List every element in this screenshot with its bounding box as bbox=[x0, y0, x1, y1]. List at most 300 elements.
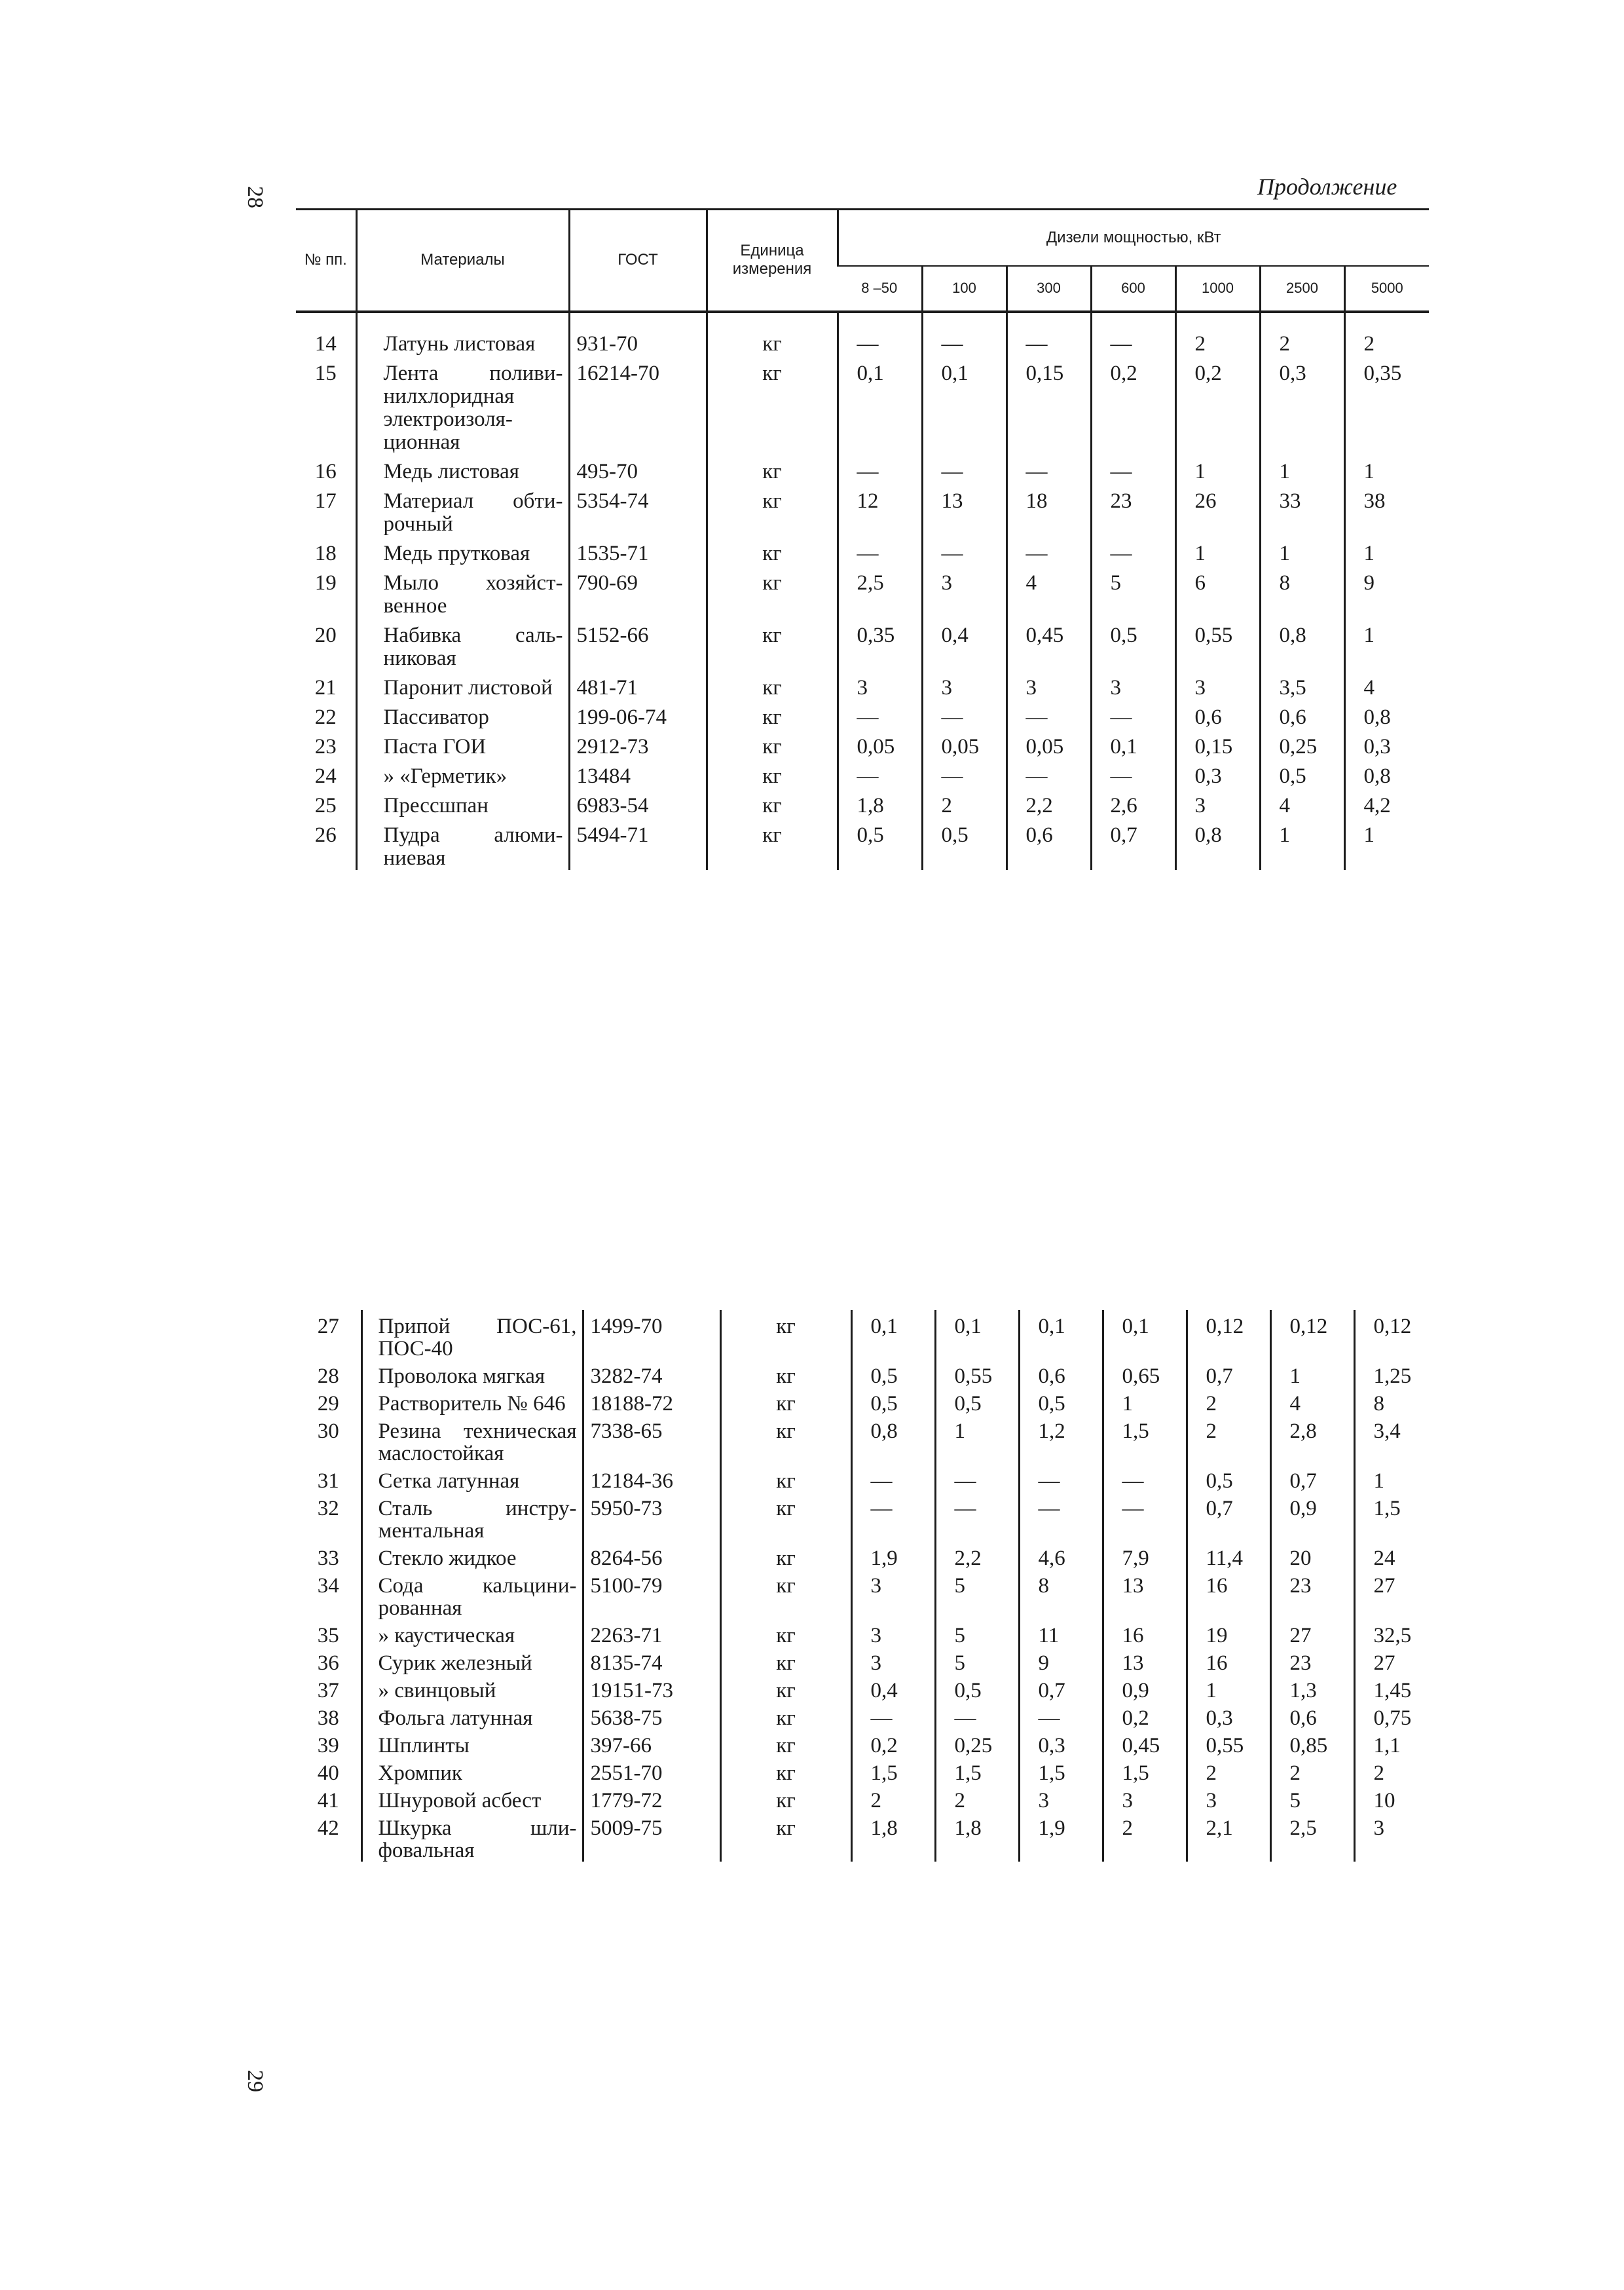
value-cell: 3,5 bbox=[1260, 670, 1344, 700]
value-cell: 13 bbox=[1103, 1647, 1187, 1674]
value-cell: 2 bbox=[851, 1784, 935, 1812]
unit-cell: кг bbox=[707, 565, 838, 618]
table-row bbox=[296, 1569, 1442, 1619]
value-cell: — bbox=[922, 759, 1006, 788]
material-name: Шнуровой асбест bbox=[361, 1784, 583, 1812]
value-cell: 0,6 bbox=[1270, 1702, 1354, 1729]
value-cell: — bbox=[838, 454, 922, 483]
value-cell: 0,45 bbox=[1103, 1729, 1187, 1757]
value-cell: 0,25 bbox=[935, 1729, 1019, 1757]
value-cell: 3 bbox=[1019, 1784, 1103, 1812]
value-cell: 2,8 bbox=[1270, 1415, 1354, 1465]
table-row bbox=[296, 454, 1429, 483]
value-cell: 3 bbox=[1175, 670, 1260, 700]
row-number: 20 bbox=[314, 623, 337, 647]
value-cell: 0,2 bbox=[1103, 1702, 1187, 1729]
value-cell: 11,4 bbox=[1187, 1542, 1270, 1569]
value-cell: 1,5 bbox=[1019, 1757, 1103, 1784]
value-cell: 0,55 bbox=[1187, 1729, 1270, 1757]
header-number: № пп. bbox=[296, 210, 356, 312]
value-cell: 5 bbox=[935, 1619, 1019, 1647]
unit-cell: кг bbox=[720, 1729, 851, 1757]
header-gost: ГОСТ bbox=[569, 210, 707, 312]
value-cell: 3 bbox=[851, 1569, 935, 1619]
value-cell: 1 bbox=[1260, 536, 1344, 565]
material-name: Стекло жидкое bbox=[361, 1542, 583, 1569]
table-row bbox=[296, 1784, 1442, 1812]
table-row bbox=[296, 788, 1429, 817]
value-cell: 1,8 bbox=[935, 1812, 1019, 1862]
value-cell: 8 bbox=[1019, 1569, 1103, 1619]
material-name: Лента поливинилхлоридная электроизоляционная bbox=[356, 356, 569, 454]
header-power: 1000 bbox=[1175, 266, 1260, 312]
table-row bbox=[296, 1812, 1442, 1862]
unit-cell: кг bbox=[720, 1647, 851, 1674]
value-cell: 1 bbox=[935, 1415, 1019, 1465]
table-row bbox=[296, 1387, 1442, 1415]
row-number: 16 bbox=[314, 459, 337, 483]
value-cell: 5 bbox=[1270, 1784, 1354, 1812]
row-number: 40 bbox=[317, 1761, 339, 1785]
value-cell: 2 bbox=[1187, 1387, 1270, 1415]
value-cell: 0,65 bbox=[1103, 1360, 1187, 1387]
value-cell: 3 bbox=[1187, 1784, 1270, 1812]
gost-code: 5950-73 bbox=[583, 1492, 720, 1542]
row-number: 30 bbox=[317, 1419, 339, 1443]
header-material: Материалы bbox=[356, 210, 569, 312]
material-name: Шкурка шлифовальная bbox=[361, 1812, 583, 1862]
value-cell: 0,1 bbox=[1091, 729, 1175, 759]
unit-cell: кг bbox=[707, 536, 838, 565]
unit-cell: кг bbox=[720, 1360, 851, 1387]
value-cell: 1,5 bbox=[1103, 1415, 1187, 1465]
gost-code: 1779-72 bbox=[583, 1784, 720, 1812]
value-cell: 3 bbox=[851, 1647, 935, 1674]
value-cell: 0,7 bbox=[1019, 1674, 1103, 1702]
value-cell: 0,5 bbox=[851, 1387, 935, 1415]
value-cell: — bbox=[922, 536, 1006, 565]
value-cell: 2 bbox=[1344, 312, 1429, 356]
value-cell: 16 bbox=[1103, 1619, 1187, 1647]
value-cell: — bbox=[851, 1492, 935, 1542]
table-row bbox=[296, 700, 1429, 729]
value-cell: 9 bbox=[1344, 565, 1429, 618]
value-cell: 2 bbox=[1103, 1812, 1187, 1862]
row-number: 36 bbox=[317, 1651, 339, 1675]
unit-cell: кг bbox=[720, 1674, 851, 1702]
unit-cell: кг bbox=[720, 1492, 851, 1542]
row-number: 25 bbox=[314, 793, 337, 817]
material-name: Сурик железный bbox=[361, 1647, 583, 1674]
material-name: Мыло хозяйственное bbox=[356, 565, 569, 618]
table-row bbox=[296, 1619, 1442, 1647]
value-cell: 1,8 bbox=[838, 788, 922, 817]
value-cell: 16 bbox=[1187, 1647, 1270, 1674]
value-cell: 4 bbox=[1270, 1387, 1354, 1415]
value-cell: 4 bbox=[1344, 670, 1429, 700]
value-cell: — bbox=[1019, 1492, 1103, 1542]
table-row bbox=[296, 729, 1429, 759]
materials-table-top bbox=[296, 208, 1429, 870]
value-cell: 0,5 bbox=[922, 817, 1006, 870]
value-cell: 18 bbox=[1006, 483, 1091, 536]
value-cell: — bbox=[1103, 1492, 1187, 1542]
value-cell: 0,85 bbox=[1270, 1729, 1354, 1757]
value-cell: — bbox=[1006, 312, 1091, 356]
value-cell: 0,45 bbox=[1006, 618, 1091, 670]
table-row bbox=[296, 312, 1429, 356]
header-power: 100 bbox=[922, 266, 1006, 312]
gost-code: 1499-70 bbox=[583, 1310, 720, 1360]
unit-cell: кг bbox=[720, 1702, 851, 1729]
material-name: Хромпик bbox=[361, 1757, 583, 1784]
material-name: » свинцовый bbox=[361, 1674, 583, 1702]
table-row bbox=[296, 1360, 1442, 1387]
value-cell: 0,3 bbox=[1187, 1702, 1270, 1729]
value-cell: 1,45 bbox=[1354, 1674, 1442, 1702]
value-cell: 1,5 bbox=[935, 1757, 1019, 1784]
value-cell: 2 bbox=[1354, 1757, 1442, 1784]
value-cell: 0,5 bbox=[1187, 1465, 1270, 1492]
row-number: 17 bbox=[314, 489, 337, 513]
gost-code: 2263-71 bbox=[583, 1619, 720, 1647]
value-cell: 0,7 bbox=[1187, 1492, 1270, 1542]
header-power: 300 bbox=[1006, 266, 1091, 312]
value-cell: 8 bbox=[1354, 1387, 1442, 1415]
unit-cell: кг bbox=[707, 729, 838, 759]
row-number: 37 bbox=[317, 1679, 339, 1702]
value-cell: 0,12 bbox=[1187, 1310, 1270, 1360]
value-cell: 0,2 bbox=[851, 1729, 935, 1757]
value-cell: 3 bbox=[922, 565, 1006, 618]
material-name: Пассиватор bbox=[356, 700, 569, 729]
value-cell: — bbox=[1006, 759, 1091, 788]
value-cell: 2,2 bbox=[1006, 788, 1091, 817]
value-cell: 2 bbox=[1270, 1757, 1354, 1784]
gost-code: 6983-54 bbox=[569, 788, 707, 817]
row-number: 34 bbox=[317, 1574, 339, 1598]
value-cell: — bbox=[935, 1465, 1019, 1492]
table-row bbox=[296, 1729, 1442, 1757]
value-cell: 1,25 bbox=[1354, 1360, 1442, 1387]
row-number: 21 bbox=[314, 675, 337, 700]
material-name: Медь листовая bbox=[356, 454, 569, 483]
row-number: 32 bbox=[317, 1497, 339, 1520]
value-cell: 0,5 bbox=[935, 1674, 1019, 1702]
value-cell: 3,4 bbox=[1354, 1415, 1442, 1465]
value-cell: 1 bbox=[1103, 1387, 1187, 1415]
unit-cell: кг bbox=[720, 1619, 851, 1647]
table-row bbox=[296, 1757, 1442, 1784]
row-number: 18 bbox=[314, 541, 337, 565]
row-number: 22 bbox=[314, 705, 337, 729]
value-cell: 11 bbox=[1019, 1619, 1103, 1647]
table-row bbox=[296, 483, 1429, 536]
gost-code: 199-06-74 bbox=[569, 700, 707, 729]
gost-code: 5009-75 bbox=[583, 1812, 720, 1862]
table-row bbox=[296, 1492, 1442, 1542]
value-cell: 23 bbox=[1091, 483, 1175, 536]
header-unit: Единица измерения bbox=[707, 210, 838, 312]
value-cell: 5 bbox=[935, 1647, 1019, 1674]
header-diesels: Дизели мощностью, кВт bbox=[838, 210, 1429, 266]
value-cell: 2,6 bbox=[1091, 788, 1175, 817]
value-cell: 0,2 bbox=[1091, 356, 1175, 454]
value-cell: 0,4 bbox=[922, 618, 1006, 670]
material-name: Фольга латунная bbox=[361, 1702, 583, 1729]
value-cell: 7,9 bbox=[1103, 1542, 1187, 1569]
value-cell: 1,1 bbox=[1354, 1729, 1442, 1757]
value-cell: 9 bbox=[1019, 1647, 1103, 1674]
unit-cell: кг bbox=[707, 454, 838, 483]
value-cell: 3 bbox=[1103, 1784, 1187, 1812]
material-name: Пудра алюминиевая bbox=[356, 817, 569, 870]
value-cell: 2,1 bbox=[1187, 1812, 1270, 1862]
value-cell: 23 bbox=[1270, 1647, 1354, 1674]
value-cell: — bbox=[1091, 536, 1175, 565]
value-cell: 2 bbox=[935, 1784, 1019, 1812]
material-name: Сода кальцинированная bbox=[361, 1569, 583, 1619]
value-cell: 0,05 bbox=[922, 729, 1006, 759]
unit-cell: кг bbox=[707, 356, 838, 454]
unit-cell: кг bbox=[707, 817, 838, 870]
value-cell: 4,6 bbox=[1019, 1542, 1103, 1569]
value-cell: 24 bbox=[1354, 1542, 1442, 1569]
page-number-bottom: 29 bbox=[243, 2070, 267, 2092]
value-cell: 13 bbox=[1103, 1569, 1187, 1619]
value-cell: 0,7 bbox=[1187, 1360, 1270, 1387]
value-cell: — bbox=[1006, 536, 1091, 565]
value-cell: 26 bbox=[1175, 483, 1260, 536]
table-row bbox=[296, 565, 1429, 618]
value-cell: — bbox=[922, 454, 1006, 483]
row-number: 31 bbox=[317, 1469, 339, 1493]
value-cell: 0,7 bbox=[1091, 817, 1175, 870]
gost-code: 481-71 bbox=[569, 670, 707, 700]
row-number: 39 bbox=[317, 1734, 339, 1757]
unit-cell: кг bbox=[707, 312, 838, 356]
value-cell: 27 bbox=[1354, 1647, 1442, 1674]
value-cell: 0,15 bbox=[1006, 356, 1091, 454]
row-number: 23 bbox=[314, 734, 337, 759]
gost-code: 790-69 bbox=[569, 565, 707, 618]
value-cell: 1 bbox=[1344, 618, 1429, 670]
value-cell: — bbox=[838, 759, 922, 788]
value-cell: 0,1 bbox=[1019, 1310, 1103, 1360]
value-cell: — bbox=[922, 700, 1006, 729]
value-cell: 0,05 bbox=[1006, 729, 1091, 759]
value-cell: — bbox=[838, 536, 922, 565]
table-row bbox=[296, 536, 1429, 565]
value-cell: — bbox=[935, 1492, 1019, 1542]
unit-cell: кг bbox=[720, 1415, 851, 1465]
value-cell: 0,5 bbox=[935, 1387, 1019, 1415]
value-cell: 16 bbox=[1187, 1569, 1270, 1619]
value-cell: 33 bbox=[1260, 483, 1344, 536]
value-cell: 2 bbox=[922, 788, 1006, 817]
value-cell: — bbox=[851, 1702, 935, 1729]
table-row bbox=[296, 618, 1429, 670]
value-cell: — bbox=[935, 1702, 1019, 1729]
unit-cell: кг bbox=[720, 1465, 851, 1492]
gost-code: 5494-71 bbox=[569, 817, 707, 870]
row-number: 19 bbox=[314, 571, 337, 595]
value-cell: 0,5 bbox=[1019, 1387, 1103, 1415]
value-cell: 4 bbox=[1006, 565, 1091, 618]
value-cell: 0,12 bbox=[1270, 1310, 1354, 1360]
gost-code: 19151-73 bbox=[583, 1674, 720, 1702]
value-cell: 0,25 bbox=[1260, 729, 1344, 759]
material-name: Материал обтирочный bbox=[356, 483, 569, 536]
value-cell: 1 bbox=[1344, 817, 1429, 870]
value-cell: 0,75 bbox=[1354, 1702, 1442, 1729]
row-number: 29 bbox=[317, 1392, 339, 1416]
value-cell: 0,8 bbox=[1344, 700, 1429, 729]
value-cell: 0,5 bbox=[838, 817, 922, 870]
value-cell: 0,5 bbox=[1091, 618, 1175, 670]
value-cell: 0,15 bbox=[1175, 729, 1260, 759]
gost-code: 5100-79 bbox=[583, 1569, 720, 1619]
material-name: Сетка латунная bbox=[361, 1465, 583, 1492]
row-number: 15 bbox=[314, 361, 337, 385]
gost-code: 2551-70 bbox=[583, 1757, 720, 1784]
value-cell: 0,35 bbox=[838, 618, 922, 670]
value-cell: — bbox=[1091, 700, 1175, 729]
unit-cell: кг bbox=[707, 700, 838, 729]
gost-code: 13484 bbox=[569, 759, 707, 788]
value-cell: 1 bbox=[1260, 817, 1344, 870]
value-cell: 2 bbox=[1260, 312, 1344, 356]
material-name: Прессшпан bbox=[356, 788, 569, 817]
value-cell: 2,5 bbox=[1270, 1812, 1354, 1862]
row-number: 33 bbox=[317, 1547, 339, 1570]
gost-code: 2912-73 bbox=[569, 729, 707, 759]
value-cell: 0,55 bbox=[1175, 618, 1260, 670]
gost-code: 8135-74 bbox=[583, 1647, 720, 1674]
unit-cell: кг bbox=[720, 1757, 851, 1784]
gost-code: 5638-75 bbox=[583, 1702, 720, 1729]
value-cell: 0,9 bbox=[1103, 1674, 1187, 1702]
value-cell: 1 bbox=[1187, 1674, 1270, 1702]
value-cell: 1,2 bbox=[1019, 1415, 1103, 1465]
unit-cell: кг bbox=[720, 1310, 851, 1360]
value-cell: 0,7 bbox=[1270, 1465, 1354, 1492]
value-cell: 0,1 bbox=[935, 1310, 1019, 1360]
unit-cell: кг bbox=[707, 759, 838, 788]
header-power: 8 –50 bbox=[838, 266, 922, 312]
value-cell: 0,8 bbox=[1260, 618, 1344, 670]
material-name: Паста ГОИ bbox=[356, 729, 569, 759]
row-number: 27 bbox=[317, 1315, 339, 1338]
row-number: 38 bbox=[317, 1706, 339, 1730]
value-cell: — bbox=[1006, 454, 1091, 483]
unit-cell: кг bbox=[707, 618, 838, 670]
table-row bbox=[296, 1674, 1442, 1702]
value-cell: 0,1 bbox=[851, 1310, 935, 1360]
material-name: Медь прутковая bbox=[356, 536, 569, 565]
value-cell: 1,5 bbox=[1354, 1492, 1442, 1542]
value-cell: 4,2 bbox=[1344, 788, 1429, 817]
value-cell: 0,35 bbox=[1344, 356, 1429, 454]
value-cell: 23 bbox=[1270, 1569, 1354, 1619]
unit-cell: кг bbox=[707, 670, 838, 700]
value-cell: 3 bbox=[1006, 670, 1091, 700]
value-cell: 27 bbox=[1270, 1619, 1354, 1647]
value-cell: 0,3 bbox=[1175, 759, 1260, 788]
value-cell: — bbox=[851, 1465, 935, 1492]
value-cell: 0,3 bbox=[1344, 729, 1429, 759]
value-cell: — bbox=[1019, 1465, 1103, 1492]
header-power: 600 bbox=[1091, 266, 1175, 312]
table-row bbox=[296, 1702, 1442, 1729]
material-name: Растворитель № 646 bbox=[361, 1387, 583, 1415]
value-cell: 0,8 bbox=[851, 1415, 935, 1465]
table-row bbox=[296, 1542, 1442, 1569]
material-name: Шплинты bbox=[361, 1729, 583, 1757]
value-cell: 0,4 bbox=[851, 1674, 935, 1702]
table-row bbox=[296, 759, 1429, 788]
row-number: 42 bbox=[317, 1816, 339, 1840]
value-cell: 3 bbox=[922, 670, 1006, 700]
unit-cell: кг bbox=[720, 1542, 851, 1569]
value-cell: 0,1 bbox=[922, 356, 1006, 454]
value-cell: 0,12 bbox=[1354, 1310, 1442, 1360]
value-cell: 0,5 bbox=[1260, 759, 1344, 788]
value-cell: — bbox=[1091, 312, 1175, 356]
row-number: 24 bbox=[314, 764, 337, 788]
value-cell: 0,2 bbox=[1175, 356, 1260, 454]
gost-code: 12184-36 bbox=[583, 1465, 720, 1492]
material-name: » «Герметик» bbox=[356, 759, 569, 788]
value-cell: 0,3 bbox=[1019, 1729, 1103, 1757]
value-cell: 1,5 bbox=[1103, 1757, 1187, 1784]
value-cell: 0,1 bbox=[838, 356, 922, 454]
materials-table-bottom bbox=[296, 1310, 1442, 1862]
material-name: Резина техническая маслостойкая bbox=[361, 1415, 583, 1465]
gost-code: 1535-71 bbox=[569, 536, 707, 565]
value-cell: 0,05 bbox=[838, 729, 922, 759]
gost-code: 5354-74 bbox=[569, 483, 707, 536]
gost-code: 8264-56 bbox=[583, 1542, 720, 1569]
gost-code: 18188-72 bbox=[583, 1387, 720, 1415]
unit-cell: кг bbox=[720, 1812, 851, 1862]
gost-code: 16214-70 bbox=[569, 356, 707, 454]
table-row bbox=[296, 817, 1429, 870]
value-cell: 0,8 bbox=[1175, 817, 1260, 870]
table-row bbox=[296, 356, 1429, 454]
value-cell: — bbox=[1091, 454, 1175, 483]
value-cell: 0,6 bbox=[1019, 1360, 1103, 1387]
gost-code: 931-70 bbox=[569, 312, 707, 356]
value-cell: 5 bbox=[1091, 565, 1175, 618]
value-cell: 0,6 bbox=[1260, 700, 1344, 729]
material-name: Паронит листовой bbox=[356, 670, 569, 700]
value-cell: — bbox=[922, 312, 1006, 356]
row-number: 41 bbox=[317, 1789, 339, 1812]
value-cell: — bbox=[838, 700, 922, 729]
material-name: Сталь инструментальная bbox=[361, 1492, 583, 1542]
value-cell: — bbox=[1103, 1465, 1187, 1492]
row-number: 28 bbox=[317, 1364, 339, 1388]
value-cell: 38 bbox=[1344, 483, 1429, 536]
value-cell: 6 bbox=[1175, 565, 1260, 618]
header-power: 5000 bbox=[1344, 266, 1429, 312]
value-cell: 1 bbox=[1175, 536, 1260, 565]
value-cell: 32,5 bbox=[1354, 1619, 1442, 1647]
value-cell: — bbox=[1006, 700, 1091, 729]
value-cell: 27 bbox=[1354, 1569, 1442, 1619]
material-name: Припой ПОС-61, ПОС-40 bbox=[361, 1310, 583, 1360]
